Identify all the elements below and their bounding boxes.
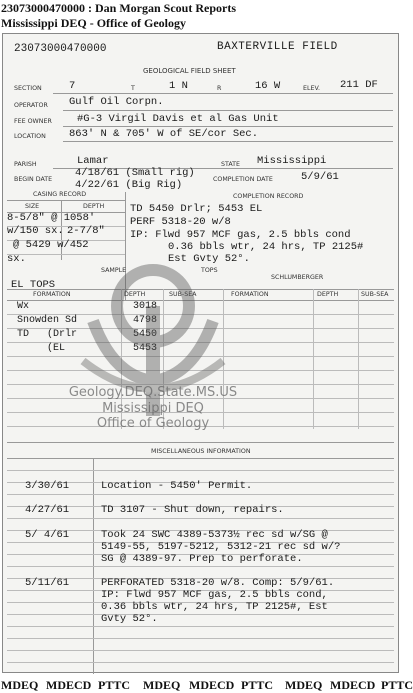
parish-value: Lamar <box>77 155 109 167</box>
completion-line: Est Gvty 52°. <box>168 253 250 265</box>
watermark-agency: Mississippi DEQ <box>102 401 204 416</box>
rule <box>7 626 394 627</box>
misc-date: 4/27/61 <box>25 504 70 516</box>
misc-date: 5/ 4/61 <box>25 529 70 541</box>
rule <box>7 370 394 371</box>
rule <box>7 458 394 459</box>
misc-entry: Took 24 SWC 4389-5373½ rec sd w/SG @ <box>101 529 328 541</box>
footer-item: MDECD <box>46 678 92 692</box>
tops-depth: 5450 <box>133 329 158 340</box>
rule <box>7 518 394 519</box>
completion-record-label: COMPLETION RECORD <box>233 193 304 200</box>
casing-line: 2-7/8" <box>67 225 105 237</box>
misc-date: 5/11/61 <box>25 577 70 589</box>
rule <box>7 442 394 443</box>
misc-title: MISCELLANEOUS INFORMATION <box>151 448 251 455</box>
rule <box>7 650 394 651</box>
casing-line: @ 5429 w/452 <box>13 239 89 251</box>
completion-line: 0.36 bbls wtr, 24 hrs, TP 2125# <box>168 241 364 253</box>
range-label: R <box>217 85 222 92</box>
begin-date-value-1: 4/18/61 (Small rig) <box>75 167 195 179</box>
section-value: 7 <box>69 80 76 92</box>
location-value: 863' N & 705' W of SE/cor Sec. <box>69 128 259 140</box>
formation-header: FORMATION <box>33 291 71 298</box>
footer-agency-bar <box>0 676 413 692</box>
footer-item: MDECD <box>189 678 235 692</box>
depth-header: DEPTH <box>317 291 339 298</box>
tops-depth: 5453 <box>133 343 158 354</box>
rule <box>7 356 394 357</box>
begin-date-value-2: 4/22/61 (Big Rig) <box>75 179 183 191</box>
range-value: 16 W <box>255 80 281 92</box>
fee-owner-value: #G-3 Virgil Davis et al Gas Unit <box>77 113 279 125</box>
operator-value: Gulf Oil Corpn. <box>69 96 164 108</box>
begin-date-label: BEGIN DATE <box>14 176 53 183</box>
sample-label: SAMPLE <box>101 267 127 274</box>
footer-item: MDEQ <box>285 678 323 692</box>
location-label: LOCATION <box>14 133 46 140</box>
footer-item: PTTC <box>241 678 274 692</box>
subsea-header: SUB-SEA <box>361 291 389 298</box>
footer-item: MDEQ <box>1 678 39 692</box>
tops-label: TOPS <box>201 267 218 274</box>
elev-value: 211 DF <box>340 79 378 91</box>
parish-label: PARISH <box>14 161 37 168</box>
misc-entry: 0.36 bbls wtr, 24 hrs, TP 2125#, Est <box>101 601 328 613</box>
report-title: 23073000470000 : Dan Morgan Scout Reports <box>1 1 236 15</box>
watermark-office: Office of Geology <box>96 416 210 431</box>
api-number: 23073000470000 <box>14 43 107 55</box>
rule <box>63 126 393 127</box>
state-label: STATE <box>221 161 240 168</box>
rule <box>63 110 393 111</box>
footer-item: MDECD <box>330 678 376 692</box>
township-value: 1 N <box>169 80 188 92</box>
footer-item: PTTC <box>381 678 413 692</box>
el-tops-label: EL TOPS <box>11 279 56 291</box>
completion-line: TD 5450 Drlr; 5453 EL <box>130 203 263 215</box>
tops-formation: Snowden Sd <box>17 315 78 326</box>
rule <box>7 300 394 301</box>
casing-line: w/150 sx. <box>7 225 64 237</box>
misc-entry: PERFORATED 5318-20 w/8. Comp: 5/9/61. <box>101 577 335 589</box>
footer-item: MDEQ <box>143 678 181 692</box>
column-divider <box>313 289 314 429</box>
casing-line: sx. <box>7 253 26 265</box>
completion-date-value: 5/9/61 <box>301 171 339 183</box>
depth-header: DEPTH <box>124 291 146 298</box>
formation-header: FORMATION <box>231 291 269 298</box>
rule <box>7 614 394 615</box>
completion-line: PERF 5318-20 w/8 <box>130 216 231 228</box>
casing-record-label: CASING RECORD <box>33 191 87 198</box>
misc-entry: 5149-55, 5197-5212, 5312-21 rec sd w/? <box>101 541 341 553</box>
rule <box>7 638 394 639</box>
rule <box>7 494 394 495</box>
report-subtitle: Mississippi DEQ - Office of Geology <box>1 16 186 30</box>
rule <box>63 141 393 142</box>
elev-label: ELEV. <box>303 85 320 92</box>
misc-date: 3/30/61 <box>25 480 70 492</box>
fee-owner-label: FEE OWNER <box>14 118 52 125</box>
misc-entry: Gvty 52°. <box>101 613 158 625</box>
field-name: BAXTERVILLE FIELD <box>217 41 338 53</box>
tops-formation: Wx <box>17 301 30 312</box>
column-divider <box>358 289 359 429</box>
rule <box>7 470 394 471</box>
rule <box>7 662 394 663</box>
section-label: SECTION <box>14 85 42 92</box>
tops-formation: TD (Drlr <box>17 329 78 340</box>
misc-entry: TD 3107 - Shut down, repairs. <box>101 504 284 516</box>
schlumberger-label: SCHLUMBERGER <box>271 274 324 281</box>
misc-entry: Location - 5450' Permit. <box>101 480 253 492</box>
column-divider <box>125 192 126 300</box>
depth-label: DEPTH <box>83 203 105 210</box>
township-label: T <box>131 85 135 92</box>
field-sheet-card <box>2 33 399 673</box>
state-value: Mississippi <box>257 155 327 167</box>
completion-date-label: COMPLETION DATE <box>213 176 273 183</box>
footer-item: PTTC <box>98 678 131 692</box>
tops-depth: 4798 <box>133 315 158 326</box>
misc-entry: SG @ 4389-97. Prep to perforate. <box>101 553 303 565</box>
subsea-header: SUB-SEA <box>169 291 197 298</box>
rule <box>7 289 394 290</box>
rule <box>7 200 125 201</box>
rule <box>7 342 394 343</box>
misc-entry: IP: Flwd 957 MCF gas, 2.5 bbls cond, <box>101 589 328 601</box>
tops-formation: (EL <box>17 343 66 354</box>
rule <box>53 93 393 94</box>
completion-line: IP: Flwd 957 MCF gas, 2.5 bbls cond <box>130 229 351 241</box>
watermark-url: Geology.DEQ.State.MS.US <box>68 385 238 400</box>
casing-line: 8-5/8" @ 1058' <box>7 212 96 224</box>
size-label: SIZE <box>25 203 40 210</box>
operator-label: OPERATOR <box>14 102 48 109</box>
sheet-title: GEOLOGICAL FIELD SHEET <box>143 67 236 75</box>
tops-depth: 3018 <box>133 301 158 312</box>
rule <box>7 566 394 567</box>
